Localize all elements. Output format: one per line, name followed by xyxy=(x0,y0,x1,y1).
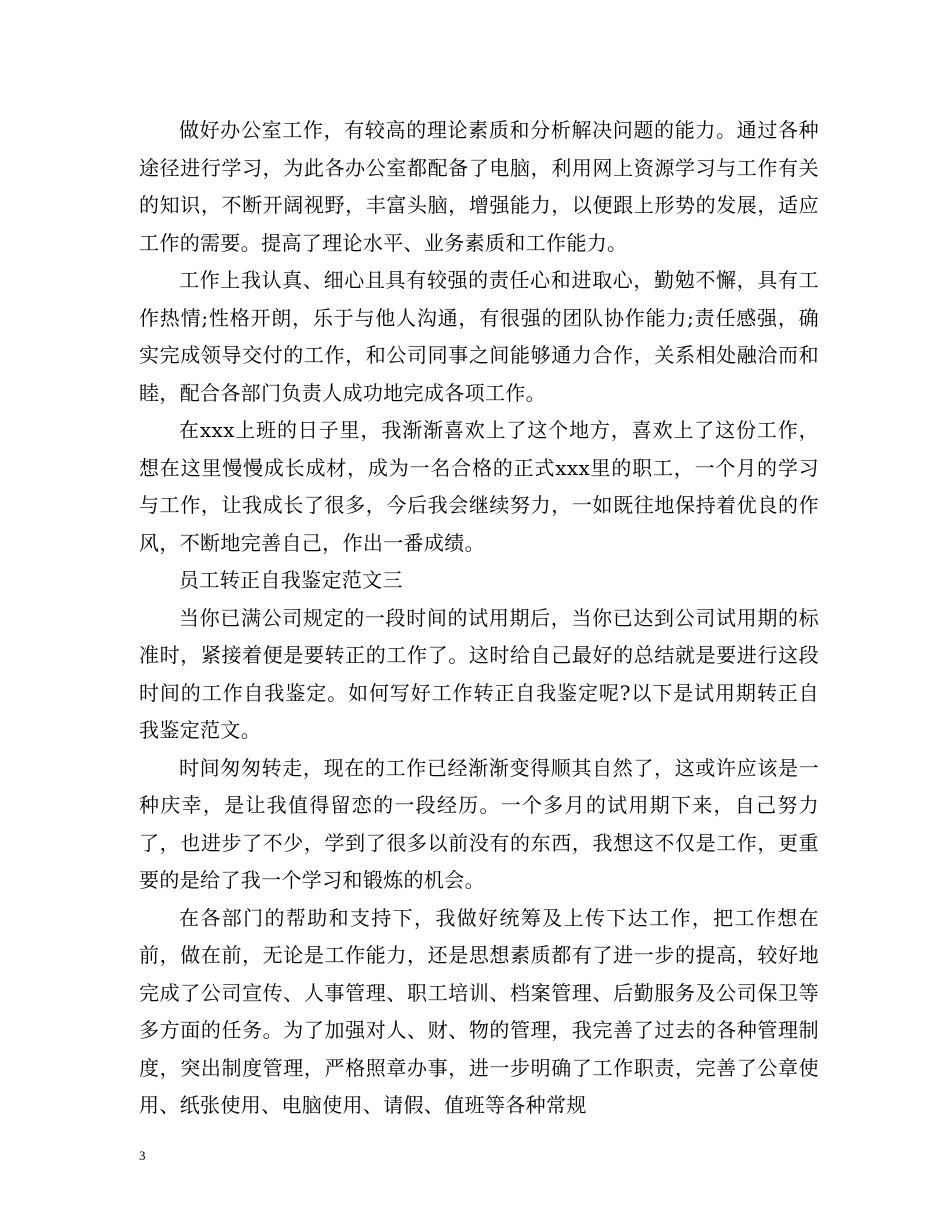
paragraph-time-passes: 时间匆匆转走，现在的工作已经渐渐变得顺其自然了，这或许应该是一种庆幸，是让我值得留恋的一段经历。一个多月的试用期下来，自己努力了，也进步了不少，学到了很多以前没有的东西，我想这不仅是工作，更重要的是给了我一个学习和锻炼的机会。 xyxy=(139,755,819,892)
section-heading: 员工转正自我鉴定范文三 xyxy=(179,568,403,592)
paragraph-growth: 在xxx上班的日子里，我渐渐喜欢上了这个地方，喜欢上了这份工作，想在这里慢慢成长成材，成为一名合格的正式xxx里的职工，一个月的学习与工作，让我成长了很多，今后我会继续努力，一如既往地保持着优良的作风，不断地完善自己，作出一番成绩。 xyxy=(139,418,819,555)
paragraph-probation-intro: 当你已满公司规定的一段时间的试用期后，当你已达到公司试用期的标准时，紧接着便是要转正的工作了。这时给自己最好的总结就是要进行这段时间的工作自我鉴定。如何写好工作转正自我鉴定呢?以下是试用期转正自我鉴定范文。 xyxy=(139,605,819,742)
paragraph-department-support: 在各部门的帮助和支持下，我做好统筹及上传下达工作，把工作想在前，做在前，无论是工作能力，还是思想素质都有了进一步的提高，较好地完成了公司宣传、人事管理、职工培训、档案管理、后勤服务及公司保卫等多方面的任务。为了加强对人、财、物的管理，我完善了过去的各种管理制度，突出制度管理，严格照章办事，进一步明确了工作职责，完善了公章使用、纸张使用、电脑使用、请假、值班等各种常规 xyxy=(139,905,819,1117)
document-body xyxy=(139,112,819,1125)
paragraph-office-work: 做好办公室工作，有较高的理论素质和分析解决问题的能力。通过各种途径进行学习，为此各办公室都配备了电脑，利用网上资源学习与工作有关的知识，不断开阔视野，丰富头脑，增强能力，以便跟上形势的发展，适应工作的需要。提高了理论水平、业务素质和工作能力。 xyxy=(139,118,819,255)
page-number: 3 xyxy=(139,1148,146,1163)
paragraph-work-attitude: 工作上我认真、细心且具有较强的责任心和进取心，勤勉不懈，具有工作热情;性格开朗，乐于与他人沟通，有很强的团队协作能力;责任感强，确实完成领导交付的工作，和公司同事之间能够通力合作，关系相处融洽而和睦，配合各部门负责人成功地完成各项工作。 xyxy=(139,268,819,405)
